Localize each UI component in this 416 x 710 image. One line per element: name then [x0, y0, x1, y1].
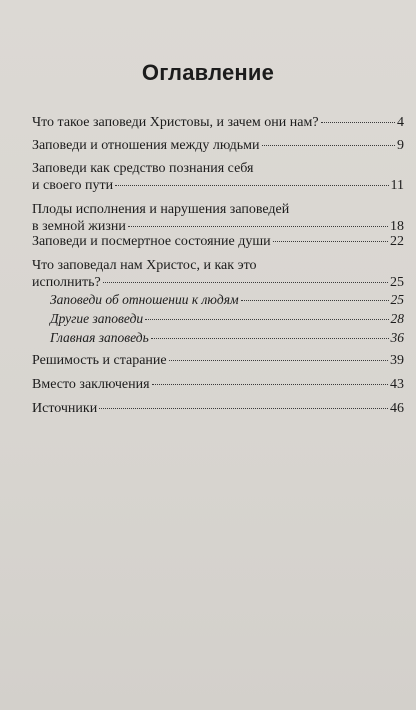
page-title: Оглавление: [141, 60, 275, 85]
leader-dots: [145, 319, 388, 320]
toc-page-number: 36: [390, 330, 404, 345]
toc-entry-title: исполнить?: [32, 275, 101, 290]
toc-entry-title-line: Плоды исполнения и нарушения заповедей: [32, 202, 290, 217]
toc-page-number: 18: [390, 219, 404, 234]
leader-dots: [152, 384, 388, 385]
leader-dots: [169, 360, 388, 361]
toc-page-number: 11: [390, 178, 404, 193]
leader-dots: [321, 122, 395, 123]
toc-entry-title: Что такое заповеди Христовы, и зачем они нам?: [32, 115, 319, 130]
toc-entry[interactable]: [32, 201, 404, 235]
leader-dots: [151, 338, 389, 339]
toc-entry-title: и своего пути: [32, 178, 114, 193]
toc-entry-title: Заповеди и отношения между людьми: [32, 138, 260, 153]
toc-subentry[interactable]: [50, 310, 404, 327]
toc-subentry[interactable]: [50, 291, 404, 308]
leader-dots: [241, 300, 389, 301]
leader-dots: [115, 185, 388, 186]
toc-entry-title: в земной жизни: [32, 219, 126, 234]
toc-entry[interactable]: [32, 376, 404, 393]
toc-entry[interactable]: [32, 400, 404, 417]
toc-entry-title: Заповеди и посмертное состояние души: [32, 234, 271, 249]
toc-entry-title: Решимость и старание: [32, 353, 167, 368]
toc-page-number: 28: [390, 311, 404, 326]
toc-entry-title-line: Заповеди как средство познания себя: [32, 161, 254, 176]
toc-entry[interactable]: [32, 160, 404, 194]
toc-entry[interactable]: [32, 352, 404, 369]
toc-entry-title: Вместо заключения: [32, 377, 150, 392]
toc-entry-title: Заповеди об отношении к людям: [50, 292, 239, 307]
toc-page-number: 25: [390, 275, 404, 290]
toc-entry[interactable]: [32, 114, 404, 131]
toc-entry-title: Источники: [32, 401, 98, 416]
toc-page-number: 43: [390, 377, 404, 392]
toc-page-number: 22: [390, 234, 404, 249]
toc-entry-title-line: Что заповедал нам Христос, и как это: [32, 258, 257, 273]
toc-subentry[interactable]: [50, 329, 404, 346]
toc-entry[interactable]: [32, 233, 404, 250]
toc-entry[interactable]: [32, 137, 404, 154]
leader-dots: [273, 241, 388, 242]
toc-entry-title: Другие заповеди: [50, 311, 144, 326]
toc-page-number: 46: [390, 401, 404, 416]
leader-dots: [128, 226, 388, 227]
toc-page-number: 25: [390, 292, 404, 307]
toc-page-number: 39: [390, 353, 404, 368]
toc-entry[interactable]: [32, 257, 404, 291]
leader-dots: [99, 408, 388, 409]
toc-page-number: 9: [397, 138, 404, 153]
leader-dots: [103, 282, 388, 283]
toc-entry-title: Главная заповедь: [50, 330, 149, 345]
leader-dots: [262, 145, 395, 146]
toc-page-number: 4: [397, 115, 404, 130]
